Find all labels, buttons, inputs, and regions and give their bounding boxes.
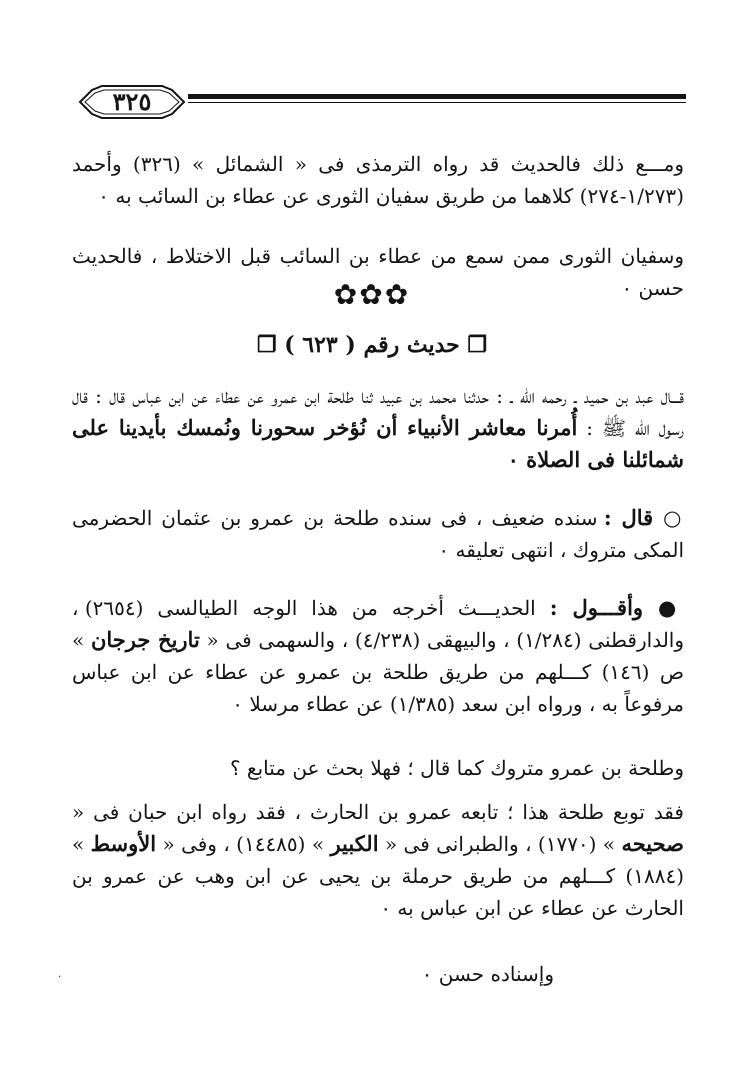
takhrij-text-1: الحديـــث أخرجه من هذا الوجه الطيالسى (٢٦٥٤) ، والدارقطنى (١/٢٨٤) ، والبيهقى (٤/٢٣٨) ، والسهمى فى «: [72, 596, 684, 652]
paragraph-3: [72, 380, 684, 476]
mutaba-text-3: » (١٤٤٨٥) ، وفى «: [156, 832, 331, 856]
conclusion-text: وإسناده حسن ٠: [421, 962, 554, 986]
paragraph-2: وسفيان الثورى ممن سمع من عطاء بن السائب قبل الاختلاط ، فالحديث حسن ٠: [72, 244, 684, 300]
paragraph-4: [72, 502, 684, 566]
page-number-badge: [76, 84, 188, 120]
book-title-tarikh-jurjan: تاريخ جرجان: [90, 627, 200, 652]
paragraph-8: [72, 958, 684, 990]
hadith-heading: ❐ حديث رقم ( ٦٢٣ ) ❐: [256, 332, 488, 358]
margin-dot: ·: [58, 972, 62, 983]
paragraph-1: ومـــع ذلك فالحديث قد رواه الترمذى فى « الشمائل » (٣٢٦) وأحمد (١/٢٧٣-٢٧٤) كلاهما من طريق سفيان الثورى عن عطاء بن السائب به ٠: [72, 152, 684, 208]
aqulu-marker: ● وأقـــول :: [549, 595, 685, 620]
book-title-awsat: الأوسط: [90, 831, 157, 856]
paragraph-6: وطلحة بن عمرو متروك كما قال ؛ فهلا بحث عن متابع ؟: [229, 756, 684, 780]
mutaba-text-1: فقد توبع طلحة هذا ؛ تابعه عمرو بن الحارث ، فقد رواه ابن حبان فى «: [72, 800, 684, 824]
mutaba-text-4: » (١٨٨٤) كـــلهم من طريق حرملة بن يحيى عن ابن وهب عن عمرو بن الحارث عن عطاء عن ابن عباس به ٠: [72, 832, 684, 920]
isnad-text: قـــال عبد بن حميد ـ رحمه الله ـ : حدثنا محمد بن عبيد ثنا طلحة ابن عمرو عن عطاء عن ابن عباس قال : قال رسول الله ﷺ :: [72, 384, 684, 440]
paragraph-5: [72, 592, 684, 720]
mutaba-text-2: » (١٧٧٠) ، والطبرانى فى «: [378, 832, 622, 856]
book-title-kabir: الكبير: [330, 831, 379, 856]
qala-marker: ○ قال :: [603, 505, 684, 530]
header-rule-thick: [188, 94, 686, 99]
page-number: ٣٢٥: [112, 87, 152, 116]
qala-text: سنده ضعيف ، فى سنده طلحة بن عمرو بن عثمان الحضرمى المكى متروك ، انتهى تعليقه ٠: [72, 506, 684, 562]
flower-ornament-icon: ✿✿✿: [333, 278, 411, 311]
paragraph-7: [72, 796, 684, 924]
page-header: [76, 84, 686, 120]
takhrij-text-2: » ص (١٤٦) كـــلهم من طريق طلحة بن عمرو عن عطاء عن ابن عباس مرفوعاً به ، ورواه ابن سعد (١/٣٨٥) عن عطاء مرسلا ٠: [72, 628, 684, 716]
book-title-sahih: صحيحه: [621, 831, 684, 856]
hadith-matn: أُمرنا معاشر الأنبياء أن نُؤخر سحورنا ونُمسك بأيدينا على شمائلنا فى الصلاة ٠: [72, 415, 684, 472]
header-rule-thin: [188, 102, 686, 103]
